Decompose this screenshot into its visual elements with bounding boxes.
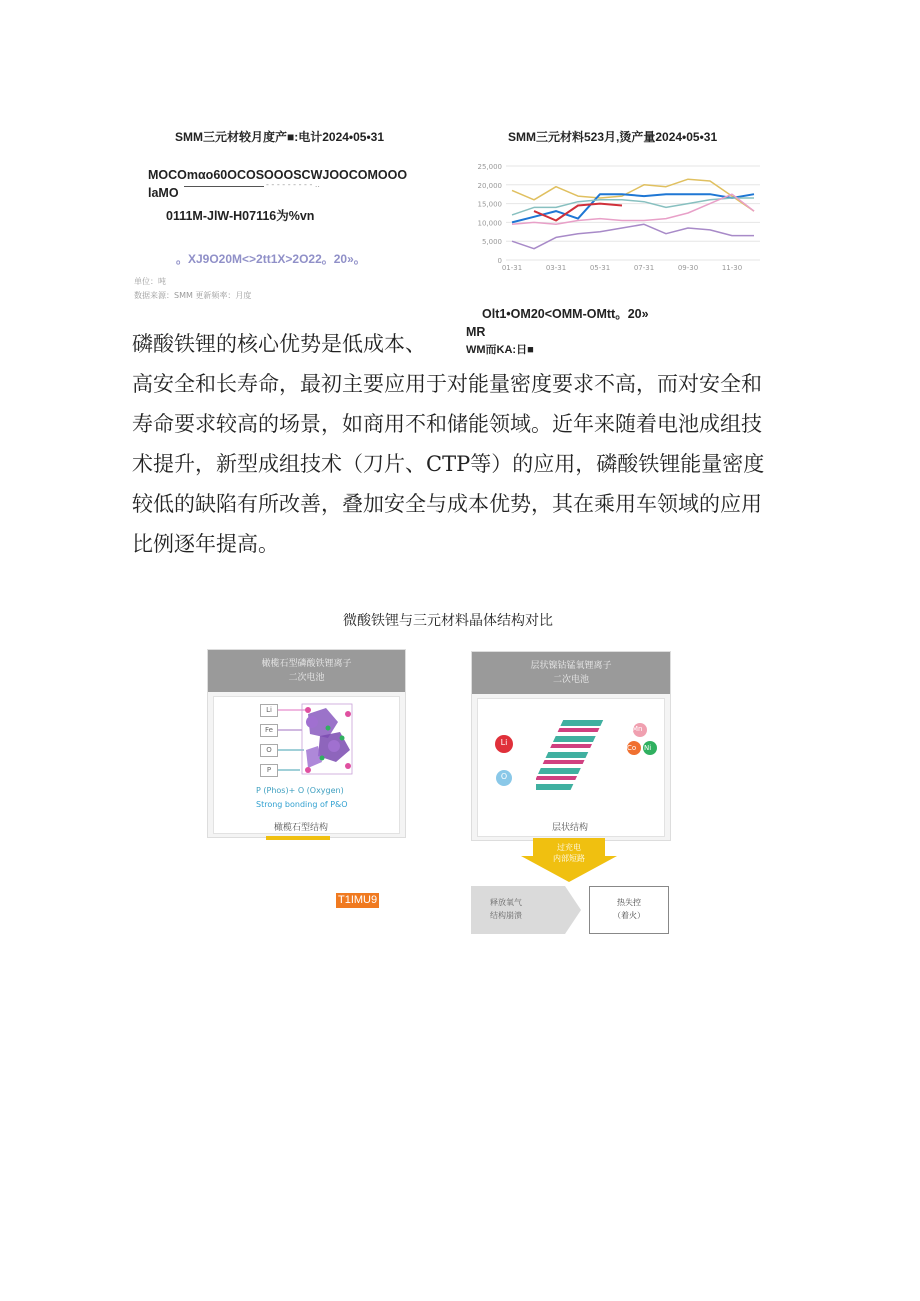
layered-panel: [471, 651, 671, 841]
olivine-header-line-2: 二次电池: [288, 673, 325, 683]
oxygen-release-text: [490, 896, 522, 922]
olivine-underline: [266, 836, 330, 840]
layered-header-line-2: 二次电池: [552, 675, 589, 685]
olivine-panel: [207, 649, 406, 838]
box2-line-1: 热失控: [617, 898, 641, 907]
box1-line-2: 结构崩溃: [490, 911, 522, 920]
box1-line-1: 释放氧气: [490, 898, 522, 907]
oxygen-release-box: [471, 886, 581, 934]
body-line-5: 较低的缺陷有所改善，叠加安全与成本优势，其在乘用车领域的应用: [132, 492, 762, 516]
li-ion-label: Li: [500, 738, 508, 747]
layered-header-line-1: 层状镍钴锰氧锂离子: [530, 661, 612, 671]
body-line-2: 高安全和长寿命，最初主要应用于对能量密度要求不高，而对安全和: [132, 372, 762, 396]
left-source-label: 数据来源：SMM 更新频率：月度: [134, 291, 252, 300]
x-tick-label: 09-30: [677, 264, 699, 272]
arrow-line-2: 内部短路: [553, 854, 585, 863]
orange-badge: T1IMU9: [338, 894, 378, 906]
thermal-runaway-text: [589, 896, 669, 922]
tag-o: O: [260, 744, 278, 757]
layered-caption: 层状结构: [552, 823, 589, 833]
overcharge-arrow-text: [521, 842, 617, 864]
olivine-structure-illustration: [278, 700, 358, 780]
olivine-panel-header: [208, 650, 405, 692]
left-legend: 。XJ9O20M<>2tt1X>2O22。20»。: [176, 252, 366, 266]
right-mr-line-1: MR: [466, 325, 486, 339]
y-tick-label: 0: [497, 257, 502, 265]
body-paragraph: [132, 324, 792, 564]
co-label: Co: [627, 744, 637, 752]
right-legend-text: Olt1•OM20<OMM-OMtt。20»: [482, 307, 649, 321]
olivine-bonding-legend: P (Phos)+ O (Oxygen): [256, 786, 344, 795]
x-tick-label: 05-31: [589, 264, 611, 272]
x-tick-label: 01-31: [501, 264, 523, 272]
left-chart-caption: SMM三元材较月度产■:电计2024•05•31: [175, 130, 385, 144]
line-chart: [470, 160, 770, 275]
layered-panel-header: [472, 652, 670, 694]
o-ion-label: O: [500, 772, 508, 781]
olivine-caption: 橄榄石型结构: [274, 823, 329, 833]
crystal-figure-title: 微酸铁锂与三元材料晶体结构对比: [343, 613, 553, 629]
y-tick-label: 25,000: [477, 163, 502, 171]
layered-structure-illustration: [536, 714, 616, 804]
left-garbled-line-1: MOCOmαo60OCOSOOOSCWJOOCOMOOO: [148, 168, 408, 182]
left-unit-label: 单位：吨: [134, 277, 166, 286]
series-line-6: [512, 224, 754, 248]
olivine-header-line-1: 橄榄石型磷酸铁锂离子: [261, 659, 352, 669]
tag-p: P: [260, 764, 278, 777]
left-divider: [184, 186, 264, 187]
right-mr-line-2: WM而KA:日■: [466, 344, 534, 356]
x-tick-label: 07-31: [633, 264, 655, 272]
body-line-1: 磷酸铁锂的核心优势是低成本、: [132, 332, 426, 356]
right-legend-row: [482, 303, 649, 322]
y-tick-label: 5,000: [481, 238, 502, 247]
box2-line-2: （着火）: [613, 911, 645, 920]
left-garbled-line-2: laMO: [148, 186, 179, 200]
arrow-line-1: 过充电: [557, 843, 581, 852]
y-tick-label: 15,000: [477, 200, 502, 209]
mn-label: Mn: [632, 725, 643, 733]
left-garbled-line-3: 0111M-JlW-H07116为%vn: [166, 209, 315, 223]
x-tick-label: 11-30: [721, 264, 743, 272]
body-line-3: 寿命要求较高的场景，如商用不和储能领域。近年来随着电池成组技: [132, 412, 762, 436]
y-tick-label: 20,000: [477, 181, 502, 190]
tag-fe: Fe: [260, 724, 278, 737]
left-dash-row: - - - - - - - - - ..: [266, 180, 320, 189]
x-tick-label: 03-31: [545, 264, 567, 272]
body-line-6: 比例逐年提高。: [132, 532, 279, 556]
y-tick-label: 10,000: [477, 219, 502, 228]
right-chart-caption: SMM三元材料523月,烫产量2024•05•31: [508, 130, 718, 144]
ni-label: Ni: [644, 744, 652, 752]
olivine-bonding-text: Strong bonding of P&O: [256, 800, 348, 809]
tag-li: Li: [260, 704, 278, 717]
body-line-4: 术提升，新型成组技术（刀片、CTP等）的应用，磷酸铁锂能量密度: [132, 452, 765, 476]
